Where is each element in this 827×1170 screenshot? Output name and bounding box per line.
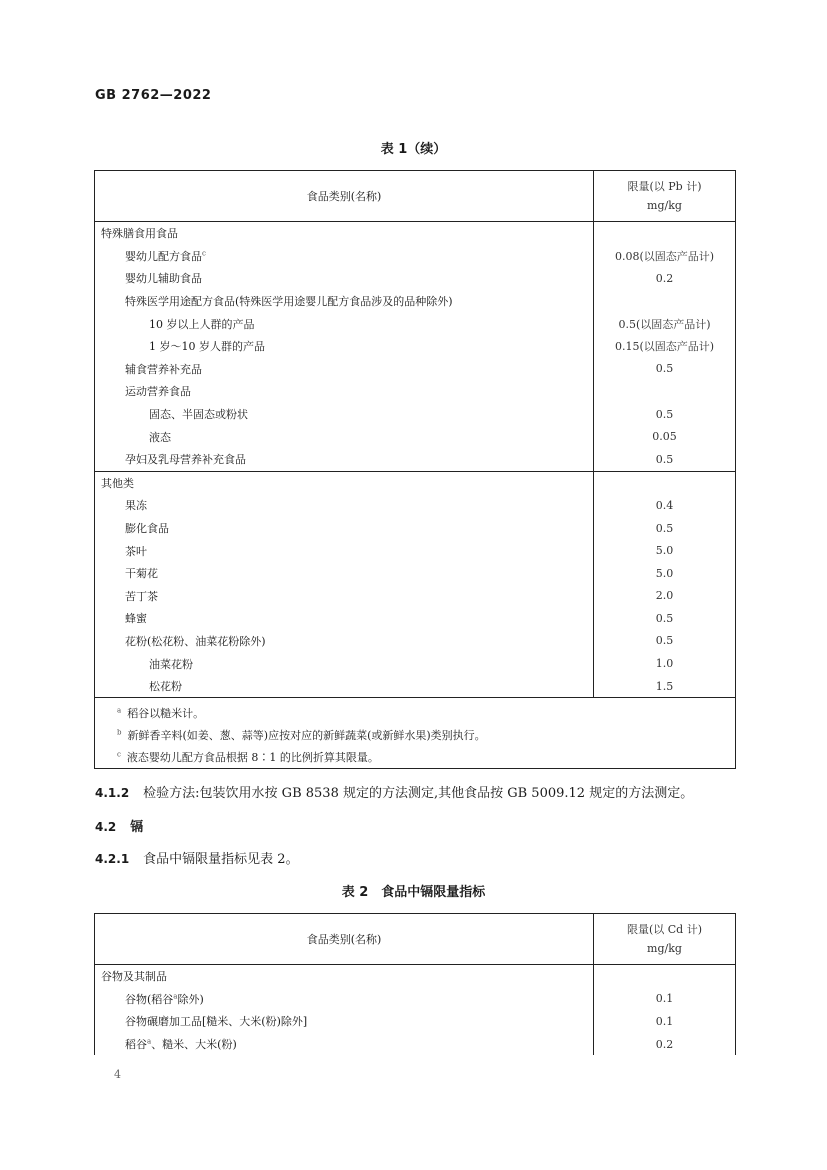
- row-limit-value: 0.5: [655, 611, 674, 625]
- para-4-2-1-text: 食品中镉限量指标见表 2。: [143, 852, 299, 867]
- row-name-text: 特殊医学用途配方食品(特殊医学用途婴儿配方食品涉及的品种除外): [125, 295, 453, 309]
- row-name: [95, 312, 594, 335]
- section-4-2: [95, 816, 143, 835]
- para-4-2-1: [95, 848, 299, 867]
- row-limit-value: 0.2: [655, 1037, 674, 1051]
- note-text: 稻谷以糙米计。: [127, 707, 205, 721]
- row-name-text: 液态: [149, 430, 171, 444]
- table-row: [95, 1010, 736, 1033]
- footnote-mark: a: [173, 992, 178, 1001]
- row-name: [95, 245, 594, 268]
- row-name: [95, 1033, 594, 1056]
- row-limit-value: 0.5: [655, 362, 674, 376]
- row-limit-value: 0.1: [655, 1014, 674, 1028]
- row-limit-value: 0.1: [655, 992, 674, 1006]
- table-row: [95, 988, 736, 1011]
- row-name-text: 10 岁以上人群的产品: [149, 317, 255, 331]
- table2-col-limit: [594, 914, 736, 965]
- note-cell: [95, 724, 736, 746]
- row-name-suffix: 、糙米、大米(粉): [151, 1038, 237, 1052]
- table1-col-name: 食品类别(名称): [95, 171, 594, 222]
- table1-header-row: [95, 171, 736, 222]
- row-name: [95, 267, 594, 290]
- row-name: [95, 539, 594, 562]
- table-row: [95, 245, 736, 268]
- table2-header-row: [95, 914, 736, 965]
- row-name-text: 谷物(稻谷: [125, 992, 174, 1006]
- table-row: [95, 358, 736, 381]
- note-mark: a: [117, 706, 122, 715]
- row-limit-value: 0.5: [655, 634, 674, 648]
- table-row: [95, 448, 736, 471]
- table-row: [95, 494, 736, 517]
- table-row: [95, 630, 736, 653]
- note-mark: b: [117, 728, 122, 737]
- table-row: [95, 517, 736, 540]
- row-name-suffix: 除外): [177, 992, 204, 1006]
- row-name: [95, 585, 594, 608]
- row-name: [95, 335, 594, 358]
- row-name-text: 固态、半固态或粉状: [149, 408, 248, 422]
- row-name-text: 特殊膳食用食品: [101, 227, 178, 241]
- row-name-text: 茶叶: [125, 544, 147, 558]
- row-name-text: 婴幼儿辅助食品: [125, 272, 202, 286]
- table1-title: 表 1（续）: [380, 142, 447, 157]
- row-name-text: 油菜花粉: [149, 657, 193, 671]
- table-row: [95, 425, 736, 448]
- row-name: [95, 652, 594, 675]
- row-limit-value: 0.15(以固态产品计): [614, 340, 715, 354]
- table-note: [95, 724, 736, 746]
- row-name-text: 苦丁茶: [125, 589, 158, 603]
- row-name-text: 运动营养食品: [125, 385, 191, 399]
- row-limit-value: 0.4: [655, 498, 674, 512]
- row-name-text: 孕妇及乳母营养补充食品: [125, 453, 246, 467]
- row-name: [95, 988, 594, 1011]
- table-row: [95, 403, 736, 426]
- table1-body: [95, 222, 736, 769]
- row-name: [95, 562, 594, 585]
- row-limit-value: 0.5: [655, 407, 674, 421]
- row-name: [95, 448, 594, 471]
- row-name: [95, 965, 594, 988]
- table-row: [95, 471, 736, 494]
- row-name-text: 1 岁～10 岁人群的产品: [149, 340, 265, 354]
- row-limit-value: 1.0: [655, 657, 674, 671]
- row-name-text: 谷物碾磨加工品[糙米、大米(粉)除外]: [125, 1015, 308, 1029]
- row-name: [95, 517, 594, 540]
- row-limit-value: 0.5: [655, 521, 674, 535]
- para-4-2-1-number: 4.2.1: [95, 852, 130, 866]
- row-limit-value: [594, 471, 736, 494]
- row-limit-value: 0.08(以固态产品计): [614, 249, 715, 263]
- note-text: 新鲜香辛料(如姜、葱、蒜等)应按对应的新鲜蔬菜(或新鲜水果)类别执行。: [127, 729, 486, 743]
- row-limit-value: [594, 965, 736, 988]
- row-name-text: 干菊花: [125, 567, 158, 581]
- row-limit-value: 5.0: [655, 544, 674, 558]
- note-cell: [95, 746, 736, 769]
- document-header: GB 2762—2022: [95, 88, 212, 103]
- row-limit-value: 1.5: [594, 675, 736, 698]
- table2-col-name: 食品类别(名称): [95, 914, 594, 965]
- table1-col-limit-label: 限量(以 Pb 计): [627, 180, 702, 193]
- row-name: [95, 403, 594, 426]
- row-limit-value: 0.05: [652, 430, 677, 444]
- section-4-2-number: 4.2: [95, 820, 117, 834]
- row-limit-value: [594, 222, 736, 245]
- row-name-text: 谷物及其制品: [101, 970, 167, 984]
- table-row: [95, 585, 736, 608]
- table-row: [95, 290, 736, 313]
- table-note: [95, 746, 736, 769]
- row-name: [95, 222, 594, 245]
- table-row: [95, 267, 736, 290]
- table1: [94, 170, 736, 769]
- row-name: [95, 494, 594, 517]
- note-text: 液态婴幼儿配方食品根据 8∶1 的比例折算其限量。: [126, 751, 379, 765]
- row-name-text: 其他类: [101, 476, 134, 490]
- row-name-text: 膨化食品: [125, 522, 169, 536]
- row-name-text: 果冻: [125, 499, 147, 513]
- table2: [94, 913, 736, 1055]
- row-name-text: 花粉(松花粉、油菜花粉除外): [125, 634, 266, 648]
- table2-body: [95, 965, 736, 1056]
- row-name-text: 辅食营养补充品: [125, 362, 202, 376]
- row-name-text: 稻谷: [125, 1038, 147, 1052]
- row-name: [95, 358, 594, 381]
- table-row: [95, 607, 736, 630]
- table-row: [95, 965, 736, 988]
- row-limit-value: [594, 380, 736, 403]
- table-row: [95, 222, 736, 245]
- row-limit-value: 5.0: [655, 566, 674, 580]
- row-limit-value: 0.2: [655, 271, 674, 285]
- row-name: [95, 1010, 594, 1033]
- page-number: 4: [114, 1068, 121, 1081]
- table-row: [95, 380, 736, 403]
- para-4-1-2-number: 4.1.2: [95, 786, 130, 800]
- row-name: [95, 471, 594, 494]
- row-name-text: 婴幼儿配方食品: [125, 249, 202, 263]
- table2-col-limit-label: 限量(以 Cd 计): [626, 923, 703, 936]
- para-4-1-2: [95, 782, 693, 801]
- row-limit-value: 0.5: [594, 448, 736, 471]
- row-name: [95, 675, 594, 698]
- table-row: [95, 539, 736, 562]
- table1-col-limit-unit: mg/kg: [647, 199, 682, 212]
- row-name-text: 松花粉: [149, 680, 182, 694]
- row-name-text: 蜂蜜: [125, 612, 147, 626]
- table2-title: 表 2 食品中镉限量指标: [341, 885, 486, 900]
- note-cell: [95, 698, 736, 725]
- section-4-2-title: 镉: [130, 820, 144, 835]
- row-name: [95, 380, 594, 403]
- row-limit-value: 2.0: [655, 589, 674, 603]
- row-limit-value: [594, 290, 736, 313]
- note-mark: c: [117, 750, 121, 759]
- table-note: [95, 698, 736, 725]
- footnote-mark: a: [147, 1037, 152, 1046]
- footnote-mark: c: [202, 249, 206, 258]
- row-limit-value: 0.5(以固态产品计): [618, 317, 711, 331]
- row-name: [95, 630, 594, 653]
- table-row: [95, 335, 736, 358]
- table-row: [95, 312, 736, 335]
- table-row: [95, 652, 736, 675]
- table1-col-limit: [594, 171, 736, 222]
- row-name: [95, 607, 594, 630]
- row-name: [95, 290, 594, 313]
- table-row: [95, 1033, 736, 1056]
- para-4-1-2-text: 检验方法:包装饮用水按 GB 8538 规定的方法测定,其他食品按 GB 5009.12 规定的方法测定。: [143, 786, 694, 801]
- table-row: [95, 675, 736, 698]
- table2-col-limit-unit: mg/kg: [647, 942, 682, 955]
- row-name: [95, 425, 594, 448]
- table-row: [95, 562, 736, 585]
